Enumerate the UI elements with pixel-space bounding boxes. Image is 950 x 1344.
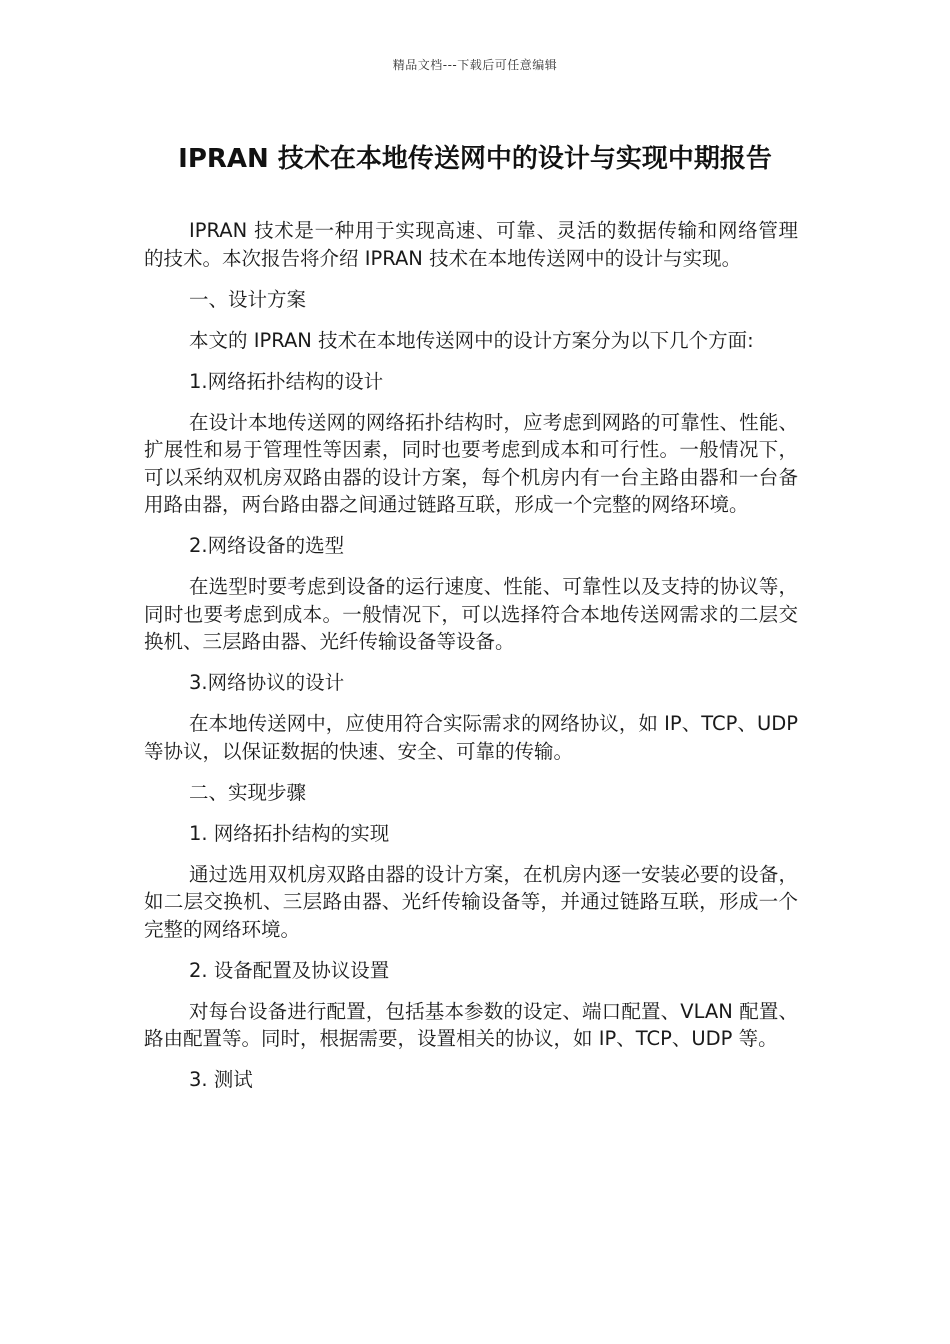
topology-design-paragraph: 在设计本地传送网的网络拓扑结构时，应考虑到网路的可靠性、性能、扩展性和易于管理性等因素，同时也要考虑到成本和可行性。一般情况下，可以采纳双机房双路由器的设计方案，每个机房内有一台主路由器和一台备用路由器，两台路由器之间通过链路互联，形成一个完整的网络环境。 — [144, 410, 798, 516]
document-title: IPRAN 技术在本地传送网中的设计与实现中期报告 — [178, 144, 772, 174]
design-intro-paragraph: 本文的 IPRAN 技术在本地传送网中的设计方案分为以下几个方面: — [189, 328, 754, 352]
subheading-testing: 3. 测试 — [189, 1068, 253, 1091]
intro-paragraph: IPRAN 技术是一种用于实现高速、可靠、灵活的数据传输和网络管理的技术。本次报告将介绍 IPRAN 技术在本地传送网中的设计与实现。 — [144, 219, 798, 270]
device-selection-paragraph: 在选型时要考虑到设备的运行速度、性能、可靠性以及支持的协议等，同时也要考虑到成本。一般情况下，可以选择符合本地传送网需求的二层交换机、三层路由器、光纤传输设备等设备。 — [144, 575, 798, 653]
protocol-design-paragraph: 在本地传送网中，应使用符合实际需求的网络协议，如 IP、TCP、UDP 等协议，以保证数据的快速、安全、可靠的传输。 — [144, 712, 798, 763]
subheading-protocol-design: 3.网络协议的设计 — [189, 671, 345, 694]
document-body — [144, 217, 798, 1094]
subheading-topology-design: 1.网络拓扑结构的设计 — [189, 369, 384, 393]
subheading-device-configuration: 2. 设备配置及协议设置 — [189, 958, 390, 982]
header-note: 精品文档---下载后可任意编辑 — [392, 58, 558, 72]
section-heading-design: 一、设计方案 — [189, 287, 307, 311]
subheading-device-selection: 2.网络设备的选型 — [189, 534, 345, 557]
device-configuration-paragraph: 对每台设备进行配置，包括基本参数的设定、端口配置、VLAN 配置、路由配置等。同时，根据需要，设置相关的协议，如 IP、TCP、UDP 等。 — [144, 999, 798, 1050]
subheading-topology-implementation: 1. 网络拓扑结构的实现 — [189, 821, 390, 845]
section-heading-implementation: 二、实现步骤 — [189, 780, 307, 804]
topology-implementation-paragraph: 通过选用双机房双路由器的设计方案，在机房内逐一安装必要的设备，如二层交换机、三层路由器、光纤传输设备等，并通过链路互联，形成一个完整的网络环境。 — [144, 862, 798, 941]
